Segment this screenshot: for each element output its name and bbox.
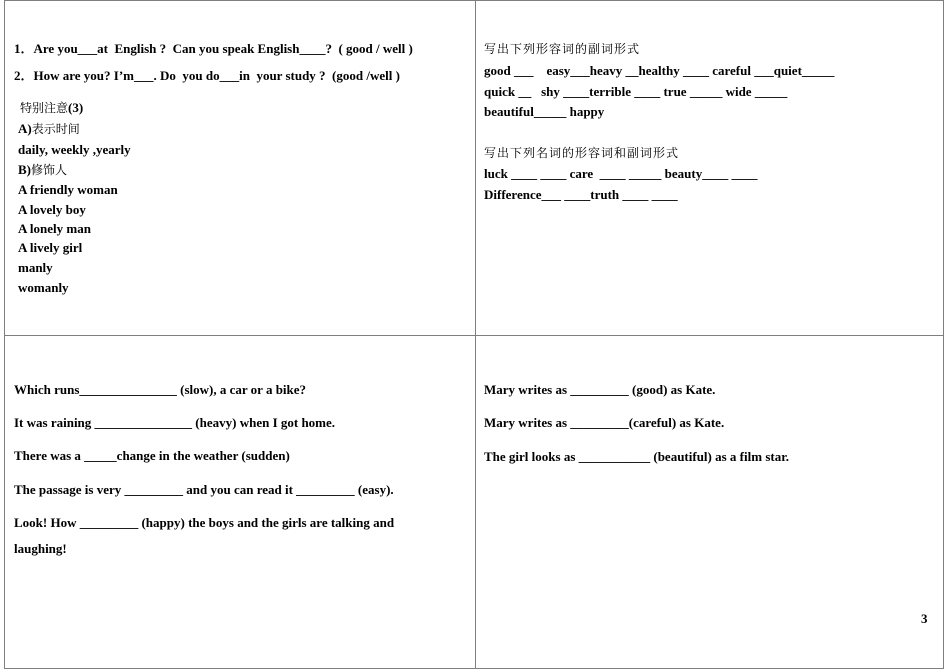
comparison-line: Mary writes as _________ (good) as Kate. bbox=[484, 382, 716, 397]
sentence-line: Look! How _________ (happy) the boys and the girls are talking and bbox=[14, 515, 395, 530]
note-b-example: A lovely boy bbox=[18, 202, 86, 217]
row-divider bbox=[4, 335, 944, 336]
exercise-2: 2．How are you? I’m___. Do you do___in your study ? (good /well ) bbox=[14, 68, 400, 83]
note-a-cn: 表示时间 bbox=[31, 122, 80, 136]
adverb-line: beautiful_____ happy bbox=[484, 104, 605, 119]
note-title bbox=[20, 100, 83, 116]
noun-line: Difference___ ____truth ____ ____ bbox=[484, 187, 678, 202]
note-b-label: B) bbox=[18, 162, 31, 177]
sentence-line: The passage is very _________ and you can read it _________ (easy). bbox=[14, 482, 394, 497]
note-title-cn: 特别注意 bbox=[20, 101, 69, 115]
sentence-line: It was raining _______________ (heavy) when I got home. bbox=[14, 415, 336, 430]
sentence-line: There was a _____change in the weather (sudden) bbox=[14, 448, 290, 463]
note-b-heading bbox=[18, 162, 67, 178]
page-number: 3 bbox=[921, 611, 928, 626]
sentence-line: Which runs_______________ (slow), a car or a bike? bbox=[14, 382, 307, 397]
adverb-line: good ___ easy___heavy __healthy ____ careful ___quiet_____ bbox=[484, 63, 835, 78]
noun-line: luck ____ ____ care ____ _____ beauty____ ____ bbox=[484, 166, 758, 181]
note-a-label: A) bbox=[18, 121, 32, 136]
note-b-example: A lonely man bbox=[18, 221, 91, 236]
note-b-cn: 修饰人 bbox=[31, 163, 68, 177]
comparison-line: The girl looks as ___________ (beautiful) as a film star. bbox=[484, 449, 790, 464]
exercise-1: 1．Are you___at English ? Can you speak English____? ( good / well ) bbox=[14, 41, 413, 56]
note-b-example: manly bbox=[18, 260, 53, 275]
note-a-examples: daily, weekly ,yearly bbox=[18, 142, 131, 157]
adverb-line: quick __ shy ____terrible ____ true _____ wide _____ bbox=[484, 84, 788, 99]
adverb-form-heading: 写出下列形容词的副词形式 bbox=[484, 42, 641, 56]
comparison-line: Mary writes as _________(careful) as Kate. bbox=[484, 415, 725, 430]
sentence-line: laughing! bbox=[14, 541, 67, 556]
note-b-example: A lively girl bbox=[18, 240, 83, 255]
noun-form-heading: 写出下列名词的形容词和副词形式 bbox=[484, 146, 680, 160]
note-title-num: (3) bbox=[68, 100, 84, 115]
note-a-heading bbox=[18, 121, 80, 137]
note-b-example: womanly bbox=[18, 280, 69, 295]
note-b-example: A friendly woman bbox=[18, 182, 118, 197]
